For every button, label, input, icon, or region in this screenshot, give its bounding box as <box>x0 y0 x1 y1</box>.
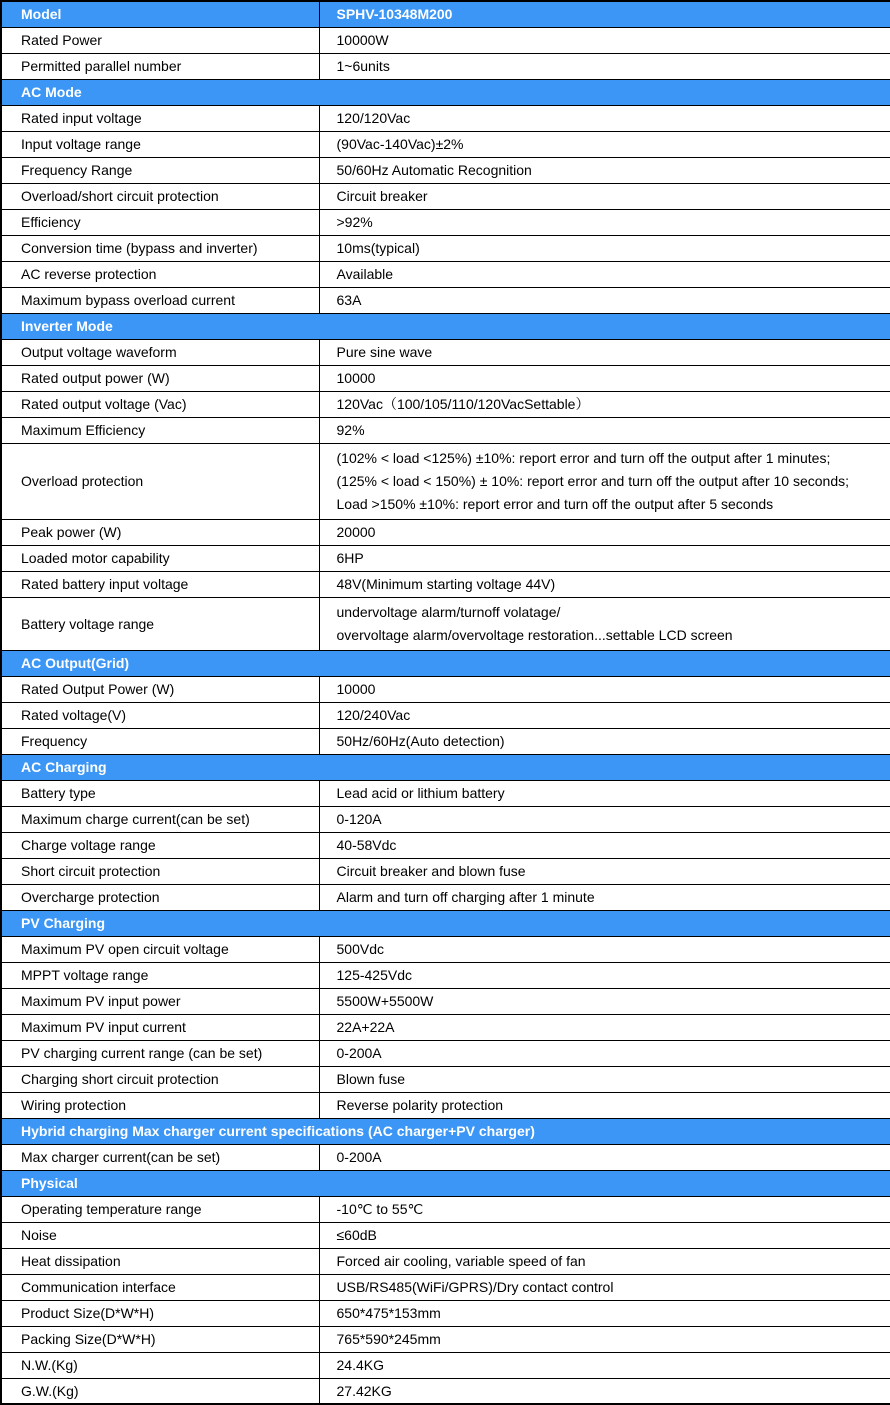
spec-value: SPHV-10348M200 <box>319 1 890 27</box>
spec-row <box>1 858 890 884</box>
spec-value: 50Hz/60Hz(Auto detection) <box>319 728 890 754</box>
spec-label: AC reverse protection <box>1 261 319 287</box>
spec-row <box>1 806 890 832</box>
spec-value: (90Vac-140Vac)±2% <box>319 131 890 157</box>
spec-value: 48V(Minimum starting voltage 44V) <box>319 571 890 597</box>
spec-label: Wiring protection <box>1 1092 319 1118</box>
spec-value: Circuit breaker and blown fuse <box>319 858 890 884</box>
spec-label: Rated input voltage <box>1 105 319 131</box>
spec-label: Input voltage range <box>1 131 319 157</box>
spec-label: Charge voltage range <box>1 832 319 858</box>
spec-row <box>1 339 890 365</box>
spec-row <box>1 1248 890 1274</box>
spec-row <box>1 53 890 79</box>
spec-value: 20000 <box>319 519 890 545</box>
spec-value-line: overvoltage alarm/overvoltage restoration...settable LCD screen <box>336 626 733 643</box>
section-title: Physical <box>1 1170 890 1196</box>
spec-row <box>1 1300 890 1326</box>
spec-label: Conversion time (bypass and inverter) <box>1 235 319 261</box>
spec-value: 24.4KG <box>319 1352 890 1378</box>
spec-value: 10000 <box>319 676 890 702</box>
spec-value: 1~6units <box>319 53 890 79</box>
spec-row <box>1 1144 890 1170</box>
spec-value: Available <box>319 261 890 287</box>
spec-value: 92% <box>319 417 890 443</box>
spec-label: Operating temperature range <box>1 1196 319 1222</box>
spec-label: Permitted parallel number <box>1 53 319 79</box>
spec-value: 125-425Vdc <box>319 962 890 988</box>
spec-value-line: Load >150% ±10%: report error and turn off the output after 5 seconds <box>336 495 774 512</box>
section-title: AC Charging <box>1 754 890 780</box>
spec-label: Heat dissipation <box>1 1248 319 1274</box>
spec-value: 10000 <box>319 365 890 391</box>
spec-row <box>1 1092 890 1118</box>
spec-row <box>1 391 890 417</box>
spec-row <box>1 287 890 313</box>
spec-label: G.W.(Kg) <box>1 1378 319 1404</box>
spec-value: 0-200A <box>319 1040 890 1066</box>
spec-row <box>1 1222 890 1248</box>
spec-label: Short circuit protection <box>1 858 319 884</box>
spec-label: Rated Output Power (W) <box>1 676 319 702</box>
spec-label: Efficiency <box>1 209 319 235</box>
section-title: PV Charging <box>1 910 890 936</box>
spec-value: 765*590*245mm <box>319 1326 890 1352</box>
spec-row <box>1 676 890 702</box>
spec-row <box>1 571 890 597</box>
spec-label: PV charging current range (can be set) <box>1 1040 319 1066</box>
spec-label: Frequency Range <box>1 157 319 183</box>
spec-value: 120/120Vac <box>319 105 890 131</box>
spec-label: Rated output voltage (Vac) <box>1 391 319 417</box>
spec-value: 5500W+5500W <box>319 988 890 1014</box>
spec-label: Charging short circuit protection <box>1 1066 319 1092</box>
spec-value: Forced air cooling, variable speed of fan <box>319 1248 890 1274</box>
spec-value: Reverse polarity protection <box>319 1092 890 1118</box>
spec-row <box>1 27 890 53</box>
spec-value: Lead acid or lithium battery <box>319 780 890 806</box>
spec-value: ≤60dB <box>319 1222 890 1248</box>
spec-value: Alarm and turn off charging after 1 minute <box>319 884 890 910</box>
spec-value: 10ms(typical) <box>319 235 890 261</box>
spec-row <box>1 545 890 571</box>
section-header-row <box>1 1118 890 1144</box>
section-header-row <box>1 650 890 676</box>
spec-table-body <box>1 1 890 1404</box>
spec-row <box>1 209 890 235</box>
spec-value-line: (125% < load < 150%) ± 10%: report error and turn off the output after 10 seconds; <box>336 472 850 489</box>
spec-value: 6HP <box>319 545 890 571</box>
spec-label: Rated Power <box>1 27 319 53</box>
spec-label: Max charger current(can be set) <box>1 1144 319 1170</box>
spec-row <box>1 235 890 261</box>
model-header-row <box>1 1 890 27</box>
spec-label: Maximum Efficiency <box>1 417 319 443</box>
spec-label: Output voltage waveform <box>1 339 319 365</box>
spec-value: Circuit breaker <box>319 183 890 209</box>
spec-label: Rated voltage(V) <box>1 702 319 728</box>
spec-value-line: (102% < load <125%) ±10%: report error and turn off the output after 1 minutes; <box>336 449 831 466</box>
spec-value: 63A <box>319 287 890 313</box>
spec-row <box>1 261 890 287</box>
spec-value: 50/60Hz Automatic Recognition <box>319 157 890 183</box>
section-title: Inverter Mode <box>1 313 890 339</box>
spec-label: Loaded motor capability <box>1 545 319 571</box>
spec-row <box>1 105 890 131</box>
spec-row <box>1 780 890 806</box>
spec-value-line: undervoltage alarm/turnoff volatage/ <box>336 603 561 620</box>
spec-label: Maximum PV input power <box>1 988 319 1014</box>
spec-row <box>1 443 890 519</box>
spec-label: MPPT voltage range <box>1 962 319 988</box>
spec-value: 500Vdc <box>319 936 890 962</box>
spec-label: Communication interface <box>1 1274 319 1300</box>
spec-row <box>1 1014 890 1040</box>
spec-value: Pure sine wave <box>319 339 890 365</box>
spec-label: N.W.(Kg) <box>1 1352 319 1378</box>
spec-label: Rated battery input voltage <box>1 571 319 597</box>
spec-value: 22A+22A <box>319 1014 890 1040</box>
spec-row <box>1 131 890 157</box>
spec-row <box>1 597 890 650</box>
spec-row <box>1 962 890 988</box>
spec-label: Maximum charge current(can be set) <box>1 806 319 832</box>
spec-row <box>1 936 890 962</box>
spec-label: Overload/short circuit protection <box>1 183 319 209</box>
spec-label: Overload protection <box>1 443 319 519</box>
spec-label: Battery type <box>1 780 319 806</box>
section-title: AC Mode <box>1 79 890 105</box>
spec-row <box>1 519 890 545</box>
spec-row <box>1 884 890 910</box>
spec-value: 10000W <box>319 27 890 53</box>
spec-label: Peak power (W) <box>1 519 319 545</box>
spec-label: Overcharge protection <box>1 884 319 910</box>
spec-row <box>1 1066 890 1092</box>
spec-row <box>1 365 890 391</box>
spec-row <box>1 1326 890 1352</box>
spec-label: Noise <box>1 1222 319 1248</box>
spec-value: 120Vac（100/105/110/120VacSettable） <box>319 391 890 417</box>
spec-row <box>1 1378 890 1404</box>
spec-value <box>319 597 890 650</box>
spec-label: Product Size(D*W*H) <box>1 1300 319 1326</box>
section-title: AC Output(Grid) <box>1 650 890 676</box>
spec-value: 0-200A <box>319 1144 890 1170</box>
spec-row <box>1 832 890 858</box>
section-header-row <box>1 754 890 780</box>
spec-label: Packing Size(D*W*H) <box>1 1326 319 1352</box>
spec-label: Battery voltage range <box>1 597 319 650</box>
spec-value: Blown fuse <box>319 1066 890 1092</box>
spec-row <box>1 1352 890 1378</box>
spec-row <box>1 1040 890 1066</box>
spec-value: 0-120A <box>319 806 890 832</box>
spec-row <box>1 157 890 183</box>
spec-row <box>1 988 890 1014</box>
spec-label: Maximum bypass overload current <box>1 287 319 313</box>
spec-value: USB/RS485(WiFi/GPRS)/Dry contact control <box>319 1274 890 1300</box>
spec-label: Maximum PV input current <box>1 1014 319 1040</box>
spec-label: Maximum PV open circuit voltage <box>1 936 319 962</box>
spec-value: 650*475*153mm <box>319 1300 890 1326</box>
section-header-row <box>1 313 890 339</box>
spec-value: 120/240Vac <box>319 702 890 728</box>
spec-row <box>1 183 890 209</box>
spec-value <box>319 443 890 519</box>
spec-row <box>1 1274 890 1300</box>
section-title: Hybrid charging Max charger current specifications (AC charger+PV charger) <box>1 1118 890 1144</box>
spec-value: 27.42KG <box>319 1378 890 1404</box>
section-header-row <box>1 910 890 936</box>
spec-value: >92% <box>319 209 890 235</box>
spec-row <box>1 728 890 754</box>
spec-row <box>1 702 890 728</box>
spec-row <box>1 1196 890 1222</box>
spec-row <box>1 417 890 443</box>
spec-label: Frequency <box>1 728 319 754</box>
spec-label: Model <box>1 1 319 27</box>
section-header-row <box>1 79 890 105</box>
spec-value: 40-58Vdc <box>319 832 890 858</box>
spec-value: -10℃ to 55℃ <box>319 1196 890 1222</box>
spec-label: Rated output power (W) <box>1 365 319 391</box>
section-header-row <box>1 1170 890 1196</box>
